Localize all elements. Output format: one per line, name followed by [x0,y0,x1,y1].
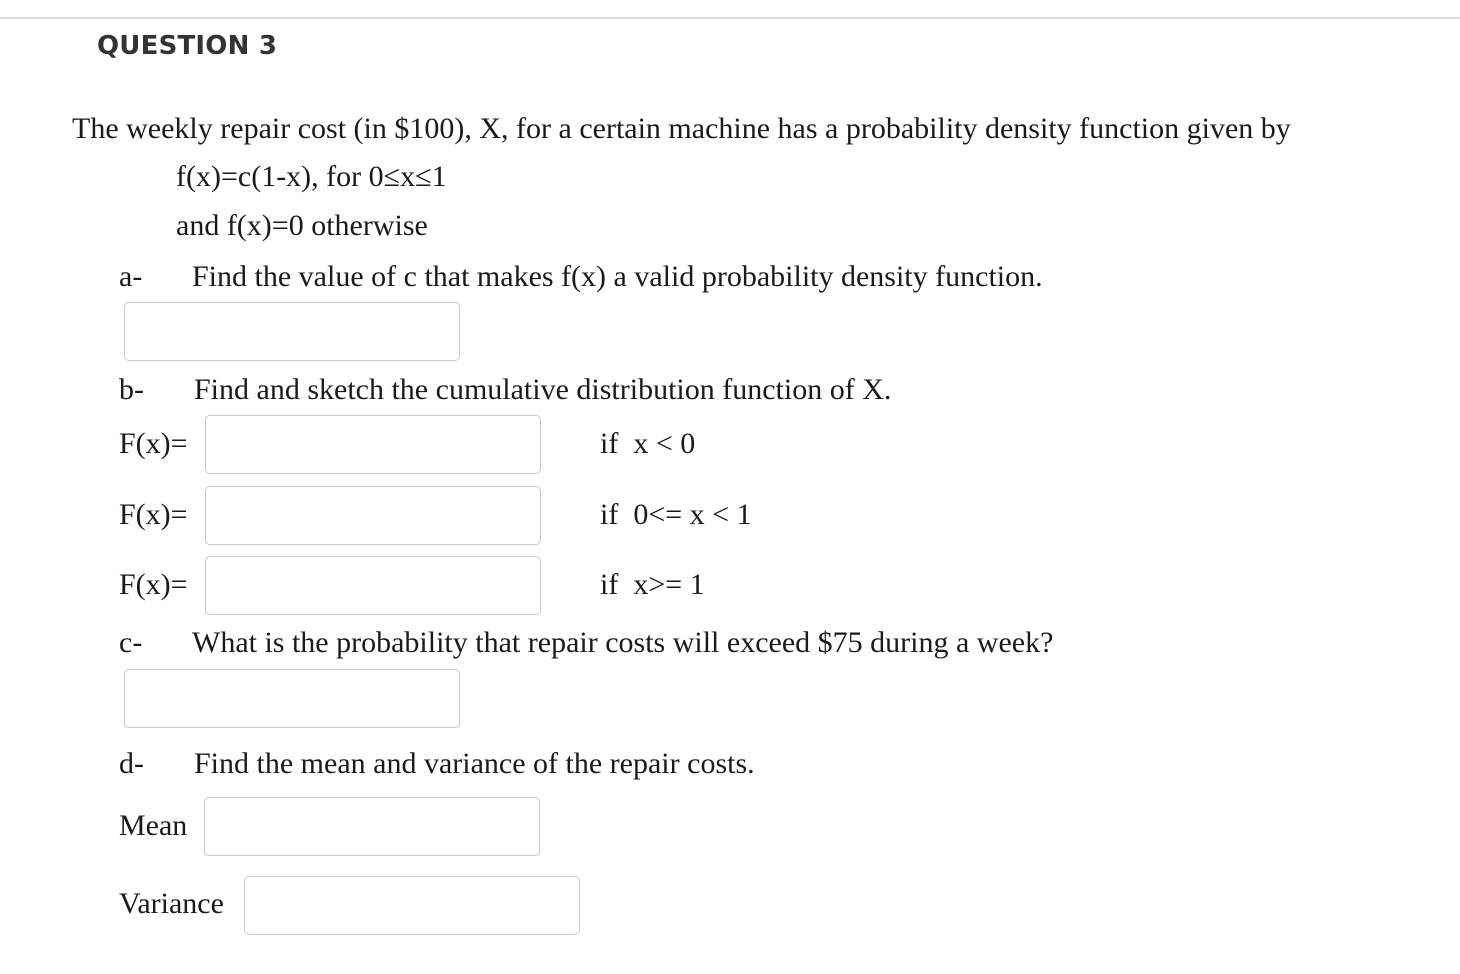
cdf-label-1: F(x)= [119,427,188,460]
part-a-answer-input[interactable] [124,302,460,361]
part-c-question: What is the probability that repair costs will exceed $75 during a week? [192,626,1054,659]
part-d-question: Find the mean and variance of the repair costs. [194,747,755,780]
cdf-label-3: F(x)= [119,568,188,601]
part-b-question: Find and sketch the cumulative distribution function of X. [194,373,892,406]
variance-input[interactable] [244,876,580,935]
part-c-marker: c- [119,626,143,659]
variance-label: Variance [119,887,224,920]
cdf-condition-2: if 0<= x < 1 [600,498,752,531]
pdf-definition: f(x)=c(1-x), for 0≤x≤1 [176,160,447,193]
part-a-marker: a- [119,260,143,293]
cdf-condition-1: if x < 0 [600,427,696,460]
cdf-input-3[interactable] [205,556,541,615]
top-divider [0,17,1460,19]
part-d-marker: d- [119,747,144,780]
cdf-label-2: F(x)= [119,498,188,531]
question-title: QUESTION 3 [97,31,278,61]
part-b-marker: b- [119,373,144,406]
cdf-input-1[interactable] [205,415,541,474]
cdf-input-2[interactable] [205,486,541,545]
mean-input[interactable] [204,797,540,856]
part-a-question: Find the value of c that makes f(x) a valid probability density function. [192,260,1043,293]
pdf-otherwise: and f(x)=0 otherwise [176,209,428,242]
cdf-condition-3: if x>= 1 [600,568,705,601]
mean-label: Mean [119,809,188,842]
part-c-answer-input[interactable] [124,669,460,728]
question-intro: The weekly repair cost (in $100), X, for a certain machine has a probability density function given by [72,112,1291,145]
